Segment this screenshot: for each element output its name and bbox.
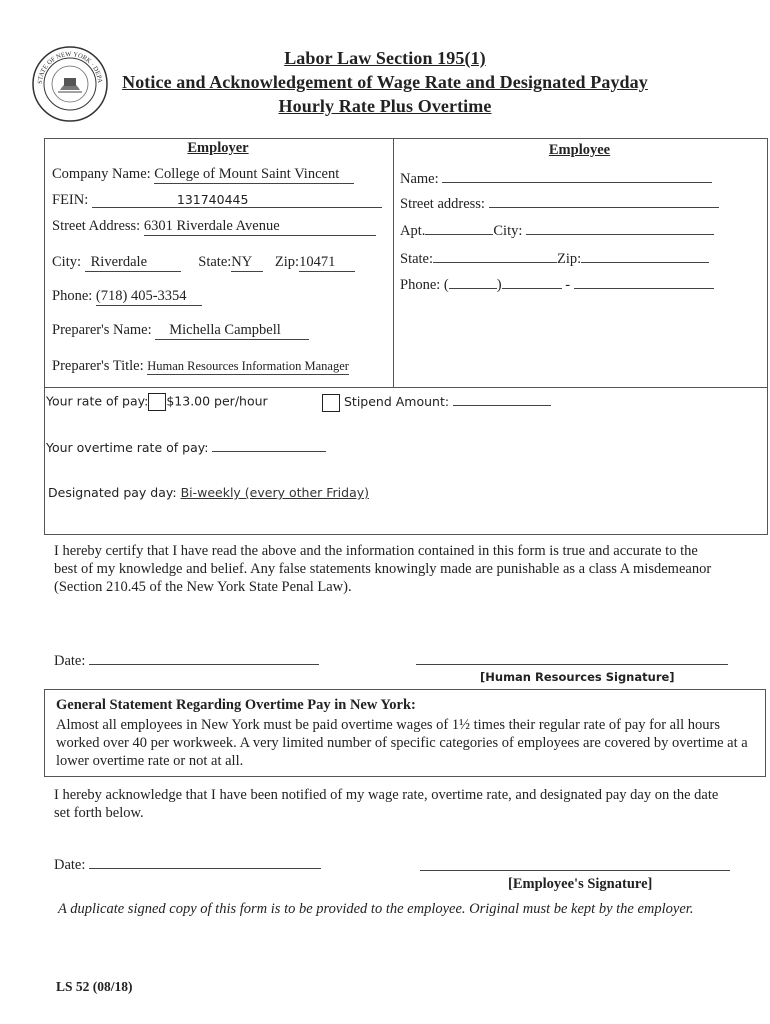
street-address-field[interactable]: 6301 Riverdale Avenue <box>144 218 376 236</box>
state-label: State: <box>198 254 232 270</box>
hr-signature-label: [Human Resources Signature] <box>480 670 675 684</box>
rate-of-pay-value: $13.00 per/hour <box>166 393 268 409</box>
hr-signature-line[interactable] <box>416 650 728 665</box>
fein-row <box>52 192 382 209</box>
employee-apt-city-row <box>400 220 714 240</box>
hr-date-field[interactable] <box>89 650 319 665</box>
preparer-title-label: Preparer's Title: <box>52 358 144 374</box>
phone-field[interactable]: (718) 405-3354 <box>96 288 202 306</box>
employee-apt-field[interactable] <box>425 220 493 235</box>
zip-field[interactable]: 10471 <box>299 254 355 272</box>
employee-street-field[interactable] <box>489 193 719 208</box>
stipend-row <box>322 393 551 412</box>
preparer-name-row <box>52 322 309 340</box>
employee-signature-label: [Employee's Signature] <box>508 876 653 892</box>
employee-name-field[interactable] <box>442 168 712 183</box>
preparer-title-row <box>52 358 349 375</box>
phone-row <box>52 288 202 306</box>
zip-label: Zip: <box>274 254 300 270</box>
payday-value[interactable]: Bi-weekly (every other Friday) <box>180 485 370 500</box>
preparer-name-label: Preparer's Name: <box>52 322 152 338</box>
fein-label: FEIN: <box>52 192 89 208</box>
state-field[interactable]: NY <box>231 254 263 272</box>
overtime-rate-label: Your overtime rate of pay: <box>46 440 209 455</box>
employee-date-row <box>54 854 321 874</box>
employee-phone-dash: - <box>565 277 571 293</box>
employee-apt-label: Apt. <box>400 223 426 239</box>
employee-street-label: Street address: <box>400 196 485 212</box>
hr-date-label: Date: <box>54 653 86 669</box>
employee-phone-prefix-field[interactable] <box>502 274 562 289</box>
column-divider <box>393 139 394 387</box>
employee-state-field[interactable] <box>433 248 557 263</box>
form-title-section: Labor Law Section 195(1) <box>284 48 486 68</box>
payday-label: Designated pay day: <box>48 485 177 500</box>
employee-street-row <box>400 193 719 213</box>
city-state-zip-row <box>52 254 355 272</box>
duplicate-copy-note: A duplicate signed copy of this form is to be provided to the employee. Original must be kept by the employer. <box>58 901 694 917</box>
overtime-rate-row <box>46 439 326 455</box>
company-name-field[interactable]: College of Mount Saint Vincent <box>154 166 354 184</box>
employee-name-label: Name: <box>400 171 439 187</box>
employee-city-field[interactable] <box>526 220 714 235</box>
city-label: City: <box>52 254 82 270</box>
stipend-label: Stipend Amount: <box>343 394 450 409</box>
employer-heading: Employer <box>187 140 249 156</box>
overtime-statement-body: Almost all employees in New York must be paid overtime wages of 1½ times their regular rate of pay for all hours worked over 40 per workweek. A very limited number of specific categories of employees are covered by overtime at a lower overtime rate or not at all. <box>56 717 748 769</box>
preparer-title-field[interactable]: Human Resources Information Manager <box>147 359 349 373</box>
form-subtitle: Hourly Rate Plus Overtime <box>278 96 492 116</box>
employee-zip-label: Zip: <box>557 251 582 267</box>
phone-label: Phone: <box>52 288 93 304</box>
employee-phone-paren: ) <box>496 277 502 293</box>
employee-zip-field[interactable] <box>581 248 709 263</box>
employee-city-label: City: <box>493 223 523 239</box>
company-name-row <box>52 166 354 184</box>
acknowledgement-text: I hereby acknowledge that I have been notified of my wage rate, overtime rate, and designated pay day on the date set forth below. <box>54 787 719 821</box>
preparer-name-field[interactable]: Michella Campbell <box>155 322 309 340</box>
employee-phone-row <box>400 274 714 294</box>
employee-phone-label: Phone: ( <box>400 277 449 293</box>
stipend-checkbox[interactable] <box>322 394 340 412</box>
city-field[interactable]: Riverdale <box>85 254 181 272</box>
employee-phone-area-field[interactable] <box>449 274 497 289</box>
employee-heading: Employee <box>548 142 611 158</box>
employee-date-label: Date: <box>54 857 86 873</box>
company-name-label: Company Name: <box>52 166 151 182</box>
employee-date-field[interactable] <box>89 854 321 869</box>
form-title: Notice and Acknowledgement of Wage Rate and Designated Payday <box>122 72 648 92</box>
hourly-rate-checkbox[interactable] <box>148 393 166 411</box>
employee-state-label: State: <box>400 251 434 267</box>
hr-date-row <box>54 650 319 670</box>
certification-text: I hereby certify that I have read the above and the information contained in this form is true and accurate to the best of my knowledge and belief. Any false statements knowingly made are punishable as a class A misdemeanor (Section 210.45 of the New York State Penal Law). <box>54 543 712 595</box>
svg-text:STATE OF NEW YORK · DEPARTMENT: STATE OF NEW YORK · DEPA <box>36 50 104 85</box>
employee-signature-line[interactable] <box>420 856 730 871</box>
fein-field[interactable]: 131740445 <box>92 192 382 208</box>
overtime-statement-heading: General Statement Regarding Overtime Pay in New York: <box>56 697 416 713</box>
employee-phone-line-field[interactable] <box>574 274 714 289</box>
payday-row <box>48 485 369 500</box>
rate-of-pay-label: Your rate of pay: <box>46 393 149 409</box>
employee-name-row <box>400 168 712 188</box>
rate-of-pay-row <box>46 393 268 411</box>
form-code: LS 52 (08/18) <box>56 979 133 994</box>
street-address-row <box>52 218 376 236</box>
overtime-rate-field[interactable] <box>212 439 326 452</box>
stipend-amount-field[interactable] <box>453 393 551 406</box>
employee-state-zip-row <box>400 248 709 268</box>
street-address-label: Street Address: <box>52 218 141 234</box>
